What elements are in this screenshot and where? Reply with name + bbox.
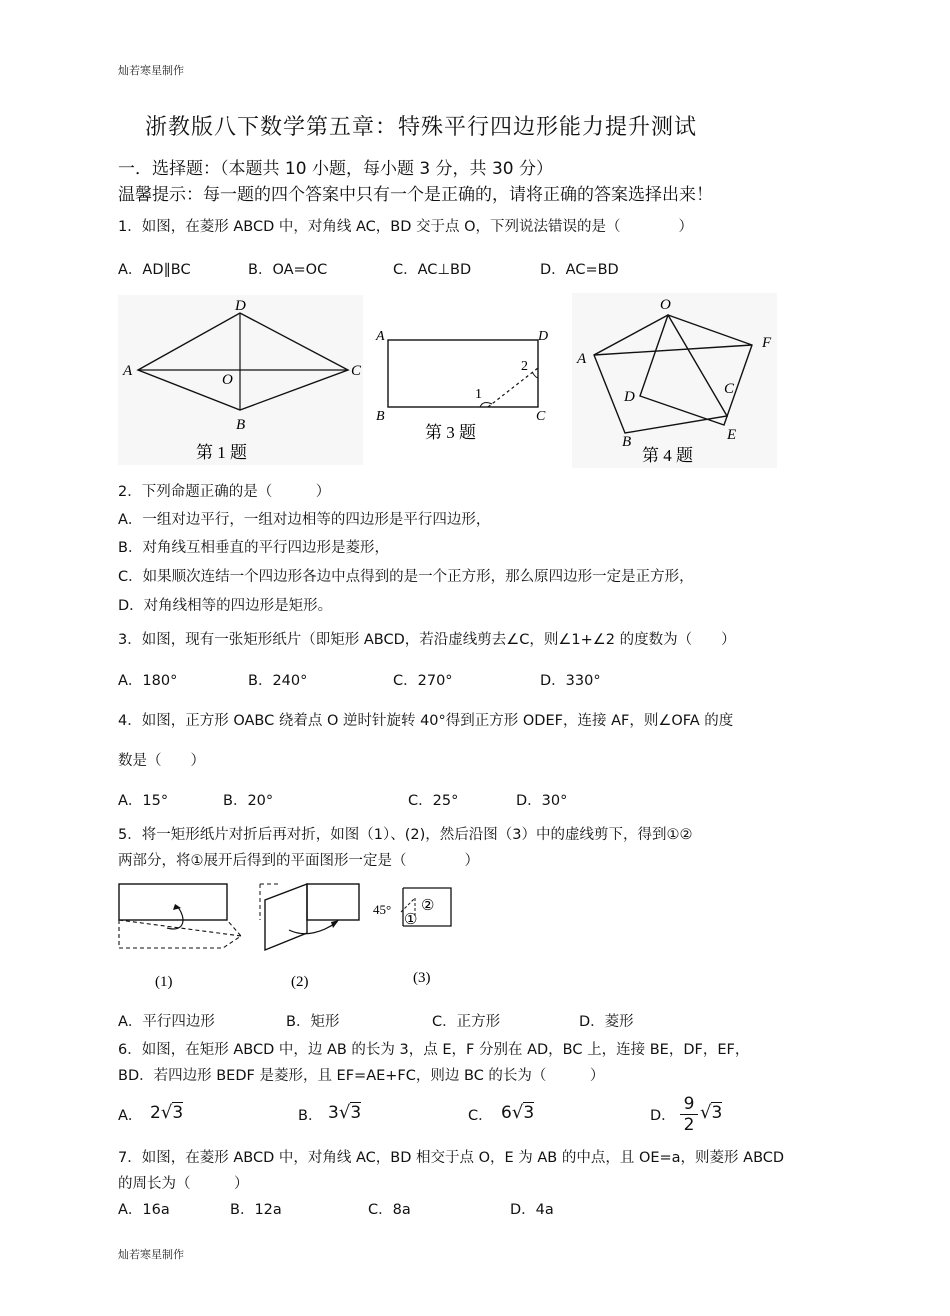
question-1-options [118, 258, 818, 278]
option-b-value: 3√3 [328, 1102, 362, 1123]
question-4: 4．如图，正方形 OABC 绕着点 O 逆时针旋转 40°得到正方形 ODEF，连接 AF，则∠OFA 的度 [118, 713, 734, 729]
figure-1-rhombus [118, 295, 363, 465]
question-6-options [118, 1094, 738, 1140]
question-4-options [118, 789, 818, 809]
question-3-options [118, 669, 818, 689]
question-2-option-b: B．对角线互相垂直的平行四边形是菱形， [118, 540, 389, 556]
angle-1: 1 [475, 387, 482, 402]
question-7-cont: 的周长为（ ） [118, 1176, 249, 1192]
figure-4-squares [572, 293, 777, 468]
label-b: B [236, 417, 246, 433]
question-5-cont: 两部分，将①展开后得到的平面图形一定是（ ） [118, 853, 479, 869]
option-c-value: 6√3 [501, 1102, 535, 1123]
figure-5-folding [115, 878, 460, 998]
page-header: 灿若寒星制作 [118, 64, 184, 77]
figure-3-rectangle [370, 320, 560, 450]
option-a: A．16a [118, 1202, 170, 1218]
part-2: ② [421, 898, 435, 914]
option-d-radical: √3 [700, 1102, 723, 1123]
option-d: D．4a [510, 1202, 554, 1218]
option-a-letter: A． [118, 1108, 143, 1124]
label-a: A [577, 351, 587, 367]
option-b-letter: B． [298, 1108, 323, 1124]
option-a: A．平行四边形 [118, 1014, 215, 1030]
option-c: C．25° [408, 793, 459, 809]
question-7: 7．如图，在菱形 ABCD 中，对角线 AC，BD 相交于点 O，E 为 AB 的中点，且 OE=a，则菱形 ABCD [118, 1150, 785, 1166]
label-f: F [762, 335, 772, 351]
caption-2: (2) [291, 974, 309, 990]
label-c: C [351, 363, 362, 379]
label-b: B [622, 434, 632, 450]
option-a: A．180° [118, 673, 178, 689]
option-d: D．AC=BD [540, 262, 619, 278]
option-d: D．菱形 [579, 1014, 634, 1030]
angle-2: 2 [521, 359, 528, 374]
label-d: D [235, 298, 246, 314]
option-a-value: 2√3 [150, 1102, 184, 1123]
option-c-letter: C． [468, 1108, 493, 1124]
question-2-option-d: D．对角线相等的四边形是矩形。 [118, 598, 333, 614]
option-b: B．12a [230, 1202, 282, 1218]
option-c: C．AC⊥BD [393, 262, 472, 278]
question-5-options [118, 1010, 818, 1030]
caption-1: (1) [155, 974, 173, 990]
option-b: B．20° [223, 793, 274, 809]
question-4-cont: 数是（ ） [118, 753, 205, 769]
label-b: B [376, 409, 385, 424]
label-o: O [660, 297, 671, 313]
page-title: 浙教版八下数学第五章：特殊平行四边形能力提升测试 [145, 115, 698, 140]
question-5: 5．将一矩形纸片对折后再对折，如图（1）、(2)，然后沿图（3）中的虚线剪下，得到①② [118, 827, 693, 843]
figure-3-caption: 第 3 题 [425, 423, 476, 442]
figure-1-caption: 第 1 题 [196, 443, 247, 462]
option-d: D．30° [516, 793, 568, 809]
label-d: D [624, 389, 635, 405]
label-a: A [123, 363, 133, 379]
option-a: A．AD∥BC [118, 262, 191, 278]
label-d: D [538, 329, 549, 344]
section-heading: 一．选择题：（本题共 10 小题，每小题 3 分，共 30 分） [118, 159, 554, 179]
question-2-option-a: A．一组对边平行，一组对边相等的四边形是平行四边形， [118, 512, 491, 528]
page-footer: 灿若寒星制作 [118, 1248, 184, 1261]
option-c: C．8a [368, 1202, 411, 1218]
caption-3: (3) [413, 970, 431, 986]
option-a: A．15° [118, 793, 169, 809]
label-o: O [222, 372, 233, 388]
option-b: B．OA=OC [248, 262, 328, 278]
label-c: C [536, 409, 546, 424]
option-b: B．矩形 [286, 1014, 340, 1030]
question-2: 2．下列命题正确的是（ ） [118, 484, 331, 500]
question-6: 6．如图，在矩形 ABCD 中，边 AB 的长为 3，点 E，F 分别在 AD，BC 上，连接 BE，DF，EF， [118, 1042, 750, 1058]
option-c: C．正方形 [432, 1014, 501, 1030]
option-d: D．330° [540, 673, 601, 689]
figure-4-caption: 第 4 题 [642, 446, 693, 465]
option-c: C．270° [393, 673, 453, 689]
option-d-letter: D． [650, 1108, 676, 1124]
label-c: C [724, 381, 735, 397]
label-e: E [727, 427, 737, 443]
option-d-fraction: $\frac{9}{2}$ [680, 1094, 698, 1135]
angle-45: 45° [373, 902, 392, 917]
question-1: 1．如图，在菱形 ABCD 中，对角线 AC，BD 交于点 O，下列说法错误的是（ ） [118, 219, 693, 235]
question-6-cont: BD．若四边形 BEDF 是菱形，且 EF=AE+FC，则边 BC 的长为（ ） [118, 1068, 605, 1084]
part-1: ① [404, 912, 418, 928]
question-7-options [118, 1198, 818, 1218]
option-b: B．240° [248, 673, 308, 689]
question-3: 3．如图，现有一张矩形纸片（即矩形 ABCD，若沿虚线剪去∠C，则∠1+∠2 的度数为（ ） [118, 632, 736, 648]
section-tip: 温馨提示：每一题的四个答案中只有一个是正确的，请将正确的答案选择出来！ [118, 185, 713, 205]
question-2-option-c: C．如果顺次连结一个四边形各边中点得到的是一个正方形，那么原四边形一定是正方形， [118, 569, 694, 585]
label-a: A [376, 329, 385, 344]
